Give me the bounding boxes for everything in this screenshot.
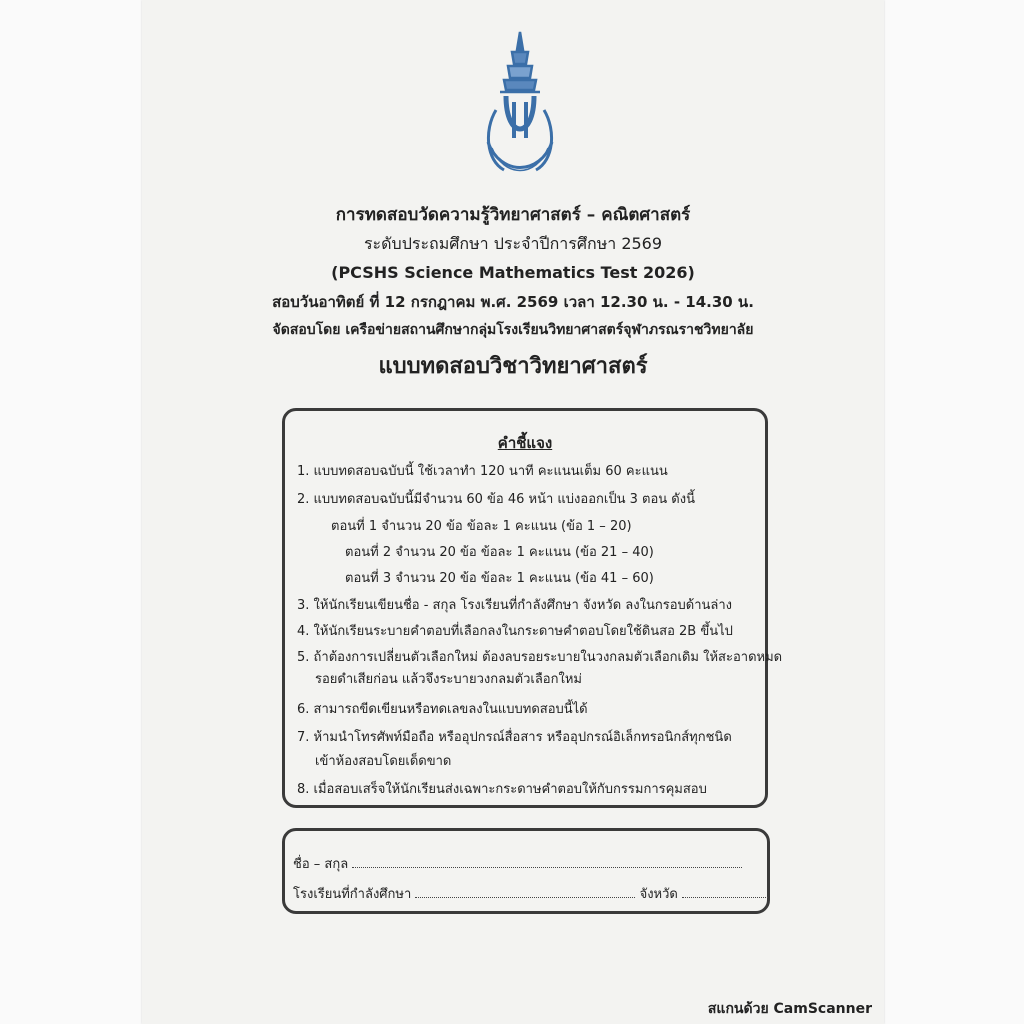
exam-title: การทดสอบวัดความรู้วิทยาศาสตร์ – คณิตศาสตร์ [335,205,691,225]
instruction-line: รอยดำเสียก่อน แล้วจึงระบายวงกลมตัวเลือกใหม่ [315,672,582,687]
name-label: ชื่อ – สกุล [293,857,349,872]
name-blank[interactable] [352,855,742,868]
scanner-watermark: สแกนด้วย CamScanner [707,1001,872,1017]
instructions-box [282,408,783,808]
exam-subject: แบบทดสอบวิชาวิทยาศาสตร์ [378,354,648,379]
school-label: โรงเรียนที่กำลังศึกษา [293,887,412,902]
instruction-line: ตอนที่ 2 จำนวน 20 ข้อ ข้อละ 1 คะแนน (ข้อ 21 – 40) [345,545,654,560]
instruction-line: 8. เมื่อสอบเสร็จให้นักเรียนส่งเฉพาะกระดาษคำตอบให้กับกรรมการคุมสอบ [297,782,707,797]
instruction-line: ตอนที่ 3 จำนวน 20 ข้อ ข้อละ 1 คะแนน (ข้อ 41 – 60) [345,571,654,586]
instruction-line: 4. ให้นักเรียนระบายคำตอบที่เลือกลงในกระดาษคำตอบโดยใช้ดินสอ 2B ขึ้นไป [297,624,733,639]
instruction-line: 1. แบบทดสอบฉบับนี้ ใช้เวลาทำ 120 นาที คะแนนเต็ม 60 คะแนน [297,464,668,479]
left-background [0,0,142,1024]
exam-date-time: สอบวันอาทิตย์ ที่ 12 กรกฎาคม พ.ศ. 2569 เวลา 12.30 น. - 14.30 น. [272,293,754,311]
instruction-line: 7. ห้ามนำโทรศัพท์มือถือ หรืออุปกรณ์สื่อสาร หรืออุปกรณ์อิเล็กทรอนิกส์ทุกชนิด [297,730,732,745]
instruction-line: เข้าห้องสอบโดยเด็ดขาด [315,754,452,769]
student-info-box [282,828,770,914]
right-background [884,0,1024,1024]
instruction-line: 2. แบบทดสอบฉบับนี้มีจำนวน 60 ข้อ 46 หน้า แบ่งออกเป็น 3 ตอน ดังนี้ [297,492,695,507]
instruction-line: 6. สามารถขีดเขียนหรือทดเลขลงในแบบทดสอบนี้ได้ [297,702,588,717]
instruction-line: 3. ให้นักเรียนเขียนชื่อ - สกุล โรงเรียนที่กำลังศึกษา จังหวัด ลงในกรอบด้านล่าง [297,598,732,613]
school-blank[interactable] [415,885,635,898]
school-crest-logo-icon [470,30,570,180]
province-blank[interactable] [682,885,768,898]
instruction-line: 5. ถ้าต้องการเปลี่ยนตัวเลือกใหม่ ต้องลบรอยระบายในวงกลมตัวเลือกเดิม ให้สะอาดหมด [297,650,783,665]
province-label: จังหวัด [639,887,678,902]
exam-organizer: จัดสอบโดย เครือข่ายสถานศึกษากลุ่มโรงเรียนวิทยาศาสตร์จุฬาภรณราชวิทยาลัย [272,322,754,338]
exam-header [142,200,884,386]
name-field[interactable] [293,853,742,874]
instruction-line: ตอนที่ 1 จำนวน 20 ข้อ ข้อละ 1 คะแนน (ข้อ 1 – 20) [331,519,632,534]
instructions-heading: คำชี้แจง [497,434,553,452]
exam-level: ระดับประถมศึกษา ประจำปีการศึกษา 2569 [363,234,663,253]
exam-english-title: (PCSHS Science Mathematics Test 2026) [331,263,695,282]
school-field[interactable] [293,883,768,904]
